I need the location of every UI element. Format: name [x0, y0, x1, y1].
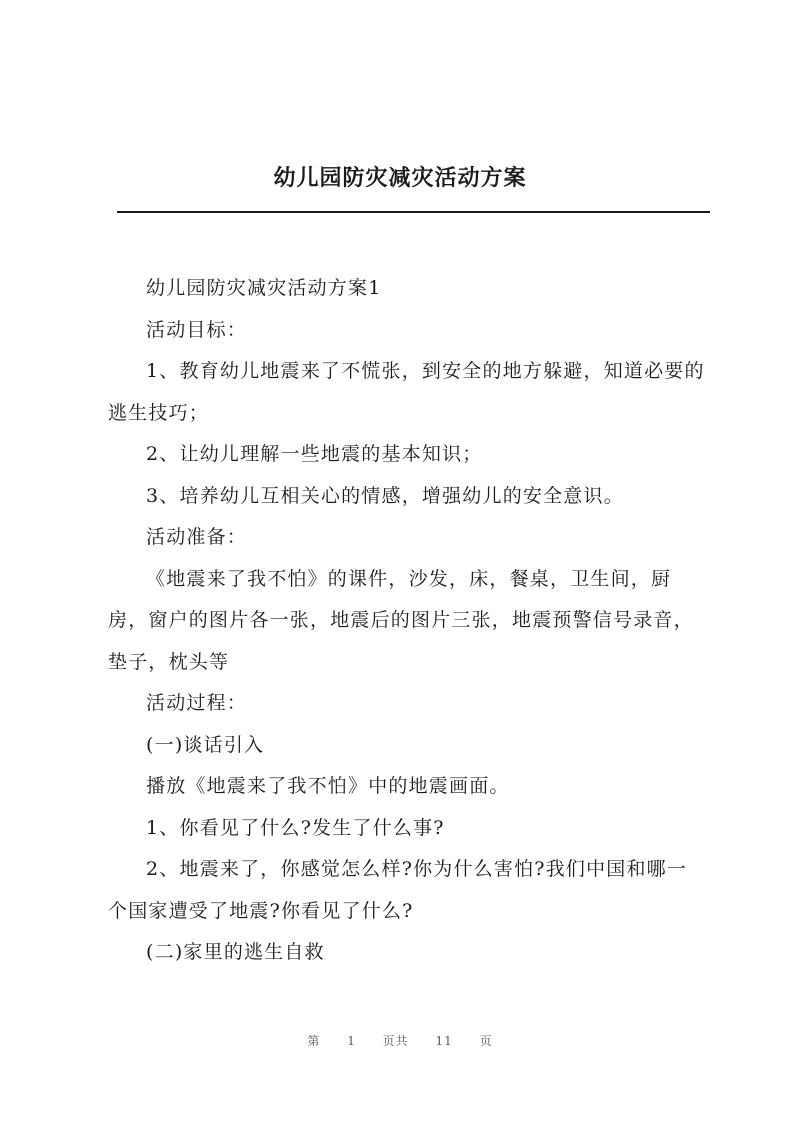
- paragraph-goal-2: 2、让幼儿理解一些地震的基本知识；: [146, 443, 483, 465]
- footer-mid: 页共: [382, 1034, 409, 1048]
- paragraph-question-2: 2、地震来了，你感觉怎么样?你为什么害怕?我们中国和哪一个国家遭受了地震?你看见了什么?: [108, 858, 688, 922]
- paragraph-question-1: 1、你看见了什么?发生了什么事?: [146, 816, 445, 839]
- paragraph-heading: 幼儿园防灾减灾活动方案1: [146, 277, 382, 299]
- paragraph-prep-items: 《地震来了我不怕》的课件，沙发，床，餐桌，卫生间，厨房，窗户的图片各一张，地震后的图片三张，地震预警信号录音，垫子，枕头等: [108, 567, 694, 673]
- title-underline: [117, 211, 710, 213]
- footer-page-number: 1: [347, 1034, 356, 1048]
- footer-prefix: 第: [307, 1034, 321, 1048]
- paragraph-goal-1: 1、教育幼儿地震来了不慌张，到安全的地方躲避，知道必要的逃生技巧；: [108, 360, 705, 424]
- footer-suffix: 页: [479, 1034, 493, 1048]
- footer-page-total: 11: [435, 1034, 453, 1048]
- page-footer: [0, 1032, 800, 1049]
- paragraph-prep-label: 活动准备：: [146, 526, 248, 548]
- document-body: [108, 268, 706, 974]
- paragraph-goal-3: 3、培养幼儿互相关心的情感，增强幼儿的安全意识。: [146, 484, 624, 507]
- paragraph-goals-label: 活动目标：: [146, 318, 248, 341]
- document-title: 幼儿园防灾减灾活动方案: [273, 165, 527, 191]
- paragraph-play-video: 播放《地震来了我不怕》中的地震画面。: [146, 775, 510, 797]
- paragraph-step-1: (一)谈话引入: [146, 733, 265, 756]
- paragraph-step-2: (二)家里的逃生自救: [146, 941, 325, 963]
- paragraph-process-label: 活动过程：: [146, 692, 248, 714]
